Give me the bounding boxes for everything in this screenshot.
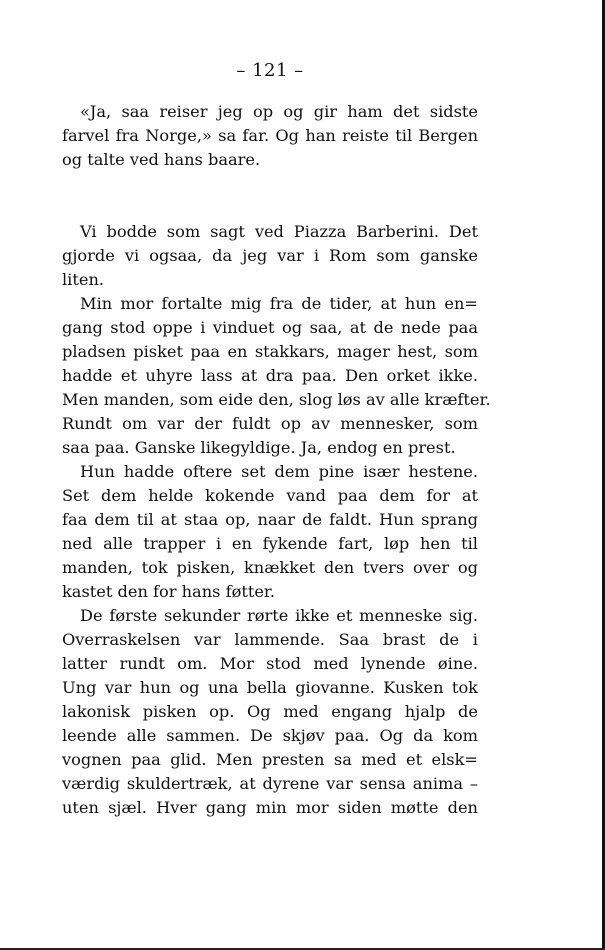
- text-line: pladsen pisket paa en stakkars, mager hest, som: [62, 342, 478, 361]
- text-line: Rundt om var der fuldt op av mennesker, som: [62, 414, 478, 433]
- page-number: – 121 –: [236, 60, 304, 81]
- text-line: Men manden, som eide den, slog løs av alle kræfter.: [62, 390, 491, 409]
- text-line: Overraskelsen var lammende. Saa brast de i: [62, 630, 478, 649]
- text-line: ned alle trapper i en fykende fart, løp hen til: [62, 534, 478, 553]
- text-line: Hun hadde oftere set dem pine især hestene.: [80, 462, 478, 481]
- text-line: latter rundt om. Mor stod med lynende øine.: [62, 654, 478, 673]
- text-line: gjorde vi ogsaa, da jeg var i Rom som ganske: [62, 246, 478, 265]
- text-line: lakonisk pisken op. Og med engang hjalp de: [62, 702, 478, 721]
- text-line: og talte ved hans baare.: [62, 150, 261, 169]
- text-line: gang stod oppe i vinduet og saa, at de nede paa: [62, 318, 478, 337]
- text-line: faa dem til at staa op, naar de faldt. Hun sprang: [62, 510, 478, 529]
- text-line: værdig skuldertræk, at dyrene var sensa anima –: [62, 774, 478, 793]
- text-line: Set dem helde kokende vand paa dem for at: [62, 486, 478, 505]
- text-line: Ung var hun og una bella giovanne. Kusken tok: [62, 678, 478, 697]
- text-line: leende alle sammen. De skjøv paa. Og da kom: [62, 726, 478, 745]
- text-line: kastet den for hans føtter.: [62, 582, 276, 601]
- text-line: hadde et uhyre lass at dra paa. Den orket ikke.: [62, 366, 478, 385]
- text-line: liten.: [62, 270, 105, 289]
- text-line: Min mor fortalte mig fra de tider, at hun en=: [80, 294, 478, 313]
- text-line: saa paa. Ganske likegyldige. Ja, endog en prest.: [62, 438, 456, 457]
- text-line: De første sekunder rørte ikke et menneske sig.: [80, 606, 478, 625]
- text-line: farvel fra Norge,» sa far. Og han reiste til Bergen: [62, 126, 478, 145]
- text-line: «Ja, saa reiser jeg op og gir ham det sidste: [80, 102, 478, 121]
- text-line: manden, tok pisken, knækket den tvers over og: [62, 558, 478, 577]
- text-line: Vi bodde som sagt ved Piazza Barberini. Det: [80, 222, 478, 241]
- text-line: vognen paa glid. Men presten sa med et elsk=: [62, 750, 478, 769]
- text-line: uten sjæl. Hver gang min mor siden møtte den: [62, 798, 478, 817]
